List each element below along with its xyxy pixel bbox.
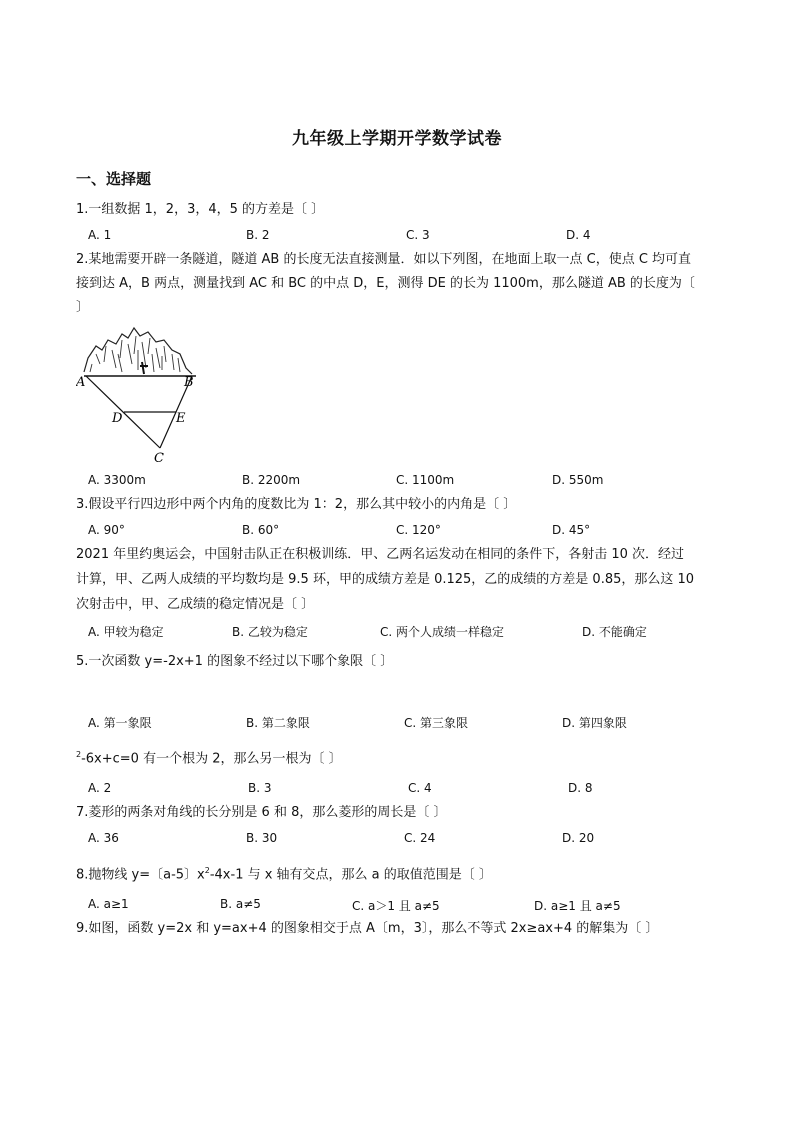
question-8-body-start: 8.抛物线 y=〔a-5〕x [76, 867, 205, 883]
question-4-option-c: C. 两个人成绩一样稳定 [380, 625, 505, 639]
question-2-line-3: 〕 [76, 300, 90, 315]
question-5-options [0, 714, 794, 734]
question-2-option-a: A. 3300m [88, 473, 146, 487]
question-4-options [0, 623, 794, 643]
question-1-options [0, 228, 794, 248]
question-4-option-d: D. 不能确定 [582, 625, 647, 639]
question-7-option-a: A. 36 [88, 831, 119, 845]
question-7-option-b: B. 30 [246, 831, 278, 845]
question-1-option-b: B. 2 [246, 228, 270, 242]
question-2-options [0, 473, 794, 493]
question-3-option-d: D. 45° [552, 523, 591, 537]
question-7-option-c: C. 24 [404, 831, 436, 845]
question-1-option-d: D. 4 [566, 228, 591, 242]
question-8-body-end: -4x-1 与 x 轴有交点，那么 a 的取值范围是〔 〕 [209, 867, 492, 883]
page-title: 九年级上学期开学数学试卷 [292, 129, 502, 149]
tunnel-figure [76, 324, 206, 464]
question-9-text: 9.如图，函数 y=2x 和 y=ax+4 的图象相交于点 A〔m，3〕，那么不等式 2x≥ax+4 的解集为〔 〕 [76, 921, 659, 936]
question-4-option-b: B. 乙较为稳定 [232, 625, 308, 639]
question-4-line-1: 2021 年里约奥运会，中国射击队正在积极训练．甲、乙两名运发动在相同的条件下，各射击 10 次．经过 [76, 547, 685, 562]
question-3-option-b: B. 60° [242, 523, 280, 537]
question-1-option-a: A. 1 [88, 228, 112, 242]
question-8-option-b: B. a≠5 [220, 897, 261, 911]
question-5-text: 5.一次函数 y=-2x+1 的图象不经过以下哪个象限〔 〕 [76, 654, 394, 669]
question-3-option-a: A. 90° [88, 523, 125, 537]
question-2-line-2: 接到达 A，B 两点，测量找到 AC 和 BC 的中点 D，E，测得 DE 的长为 1100m，那么隧道 AB 的长度为〔 [76, 276, 695, 291]
question-8-option-d: D. a≥1 且 a≠5 [534, 899, 621, 913]
question-5-option-d: D. 第四象限 [562, 716, 627, 730]
question-6-option-c: C. 4 [408, 781, 432, 795]
question-5-option-a: A. 第一象限 [88, 716, 152, 730]
label-a: A [76, 375, 86, 390]
question-6-body: -6x+c=0 有一个根为 2，那么另一根为〔 〕 [81, 751, 342, 767]
question-2-line-1: 2.某地需要开辟一条隧道，隧道 AB 的长度无法直接测量．如以下列图，在地面上取一点 C，使点 C 均可直 [76, 252, 692, 267]
question-3-text: 3.假设平行四边形中两个内角的度数比为 1：2，那么其中较小的内角是〔 〕 [76, 497, 517, 512]
question-4-line-3: 次射击中，甲、乙成绩的稳定情况是〔 〕 [76, 597, 315, 612]
question-8-superscript: 2 [204, 866, 210, 875]
question-7-text: 7.菱形的两条对角线的长分别是 6 和 8，那么菱形的周长是〔 〕 [76, 805, 447, 820]
question-6-superscript: 2 [76, 750, 82, 759]
question-2-option-c: C. 1100m [396, 473, 455, 487]
question-7-options [0, 831, 794, 851]
label-d: D [112, 411, 123, 426]
mountain-shading [90, 336, 180, 372]
question-6-option-a: A. 2 [88, 781, 112, 795]
question-6-options [0, 781, 794, 801]
question-4-option-a: A. 甲较为稳定 [88, 625, 164, 639]
question-7-option-d: D. 20 [562, 831, 595, 845]
question-8-options [0, 897, 794, 917]
question-6-text [76, 743, 342, 771]
question-1-text: 1.一组数据 1，2，3，4，5 的方差是〔 〕 [76, 202, 325, 217]
label-c: C [154, 451, 164, 464]
question-3-option-c: C. 120° [396, 523, 441, 537]
label-b: B [184, 375, 194, 390]
question-8-option-c: C. a＞1 且 a≠5 [352, 899, 440, 913]
question-8-text [76, 859, 492, 887]
question-5-option-c: C. 第三象限 [404, 716, 469, 730]
question-3-options [0, 523, 794, 543]
question-8-option-a: A. a≥1 [88, 897, 129, 911]
question-6-option-d: D. 8 [568, 781, 593, 795]
label-e: E [176, 411, 186, 426]
section-heading: 一、选择题 [76, 170, 152, 188]
question-1-option-c: C. 3 [406, 228, 430, 242]
question-4-line-2: 计算，甲、乙两人成绩的平均数均是 9.5 环，甲的成绩方差是 0.125，乙的成绩的方差是 0.85，那么这 10 [76, 572, 695, 587]
question-2-option-b: B. 2200m [242, 473, 301, 487]
question-2-option-d: D. 550m [552, 473, 604, 487]
question-5-option-b: B. 第二象限 [246, 716, 310, 730]
question-6-option-b: B. 3 [248, 781, 272, 795]
mountain-figure [140, 362, 148, 374]
